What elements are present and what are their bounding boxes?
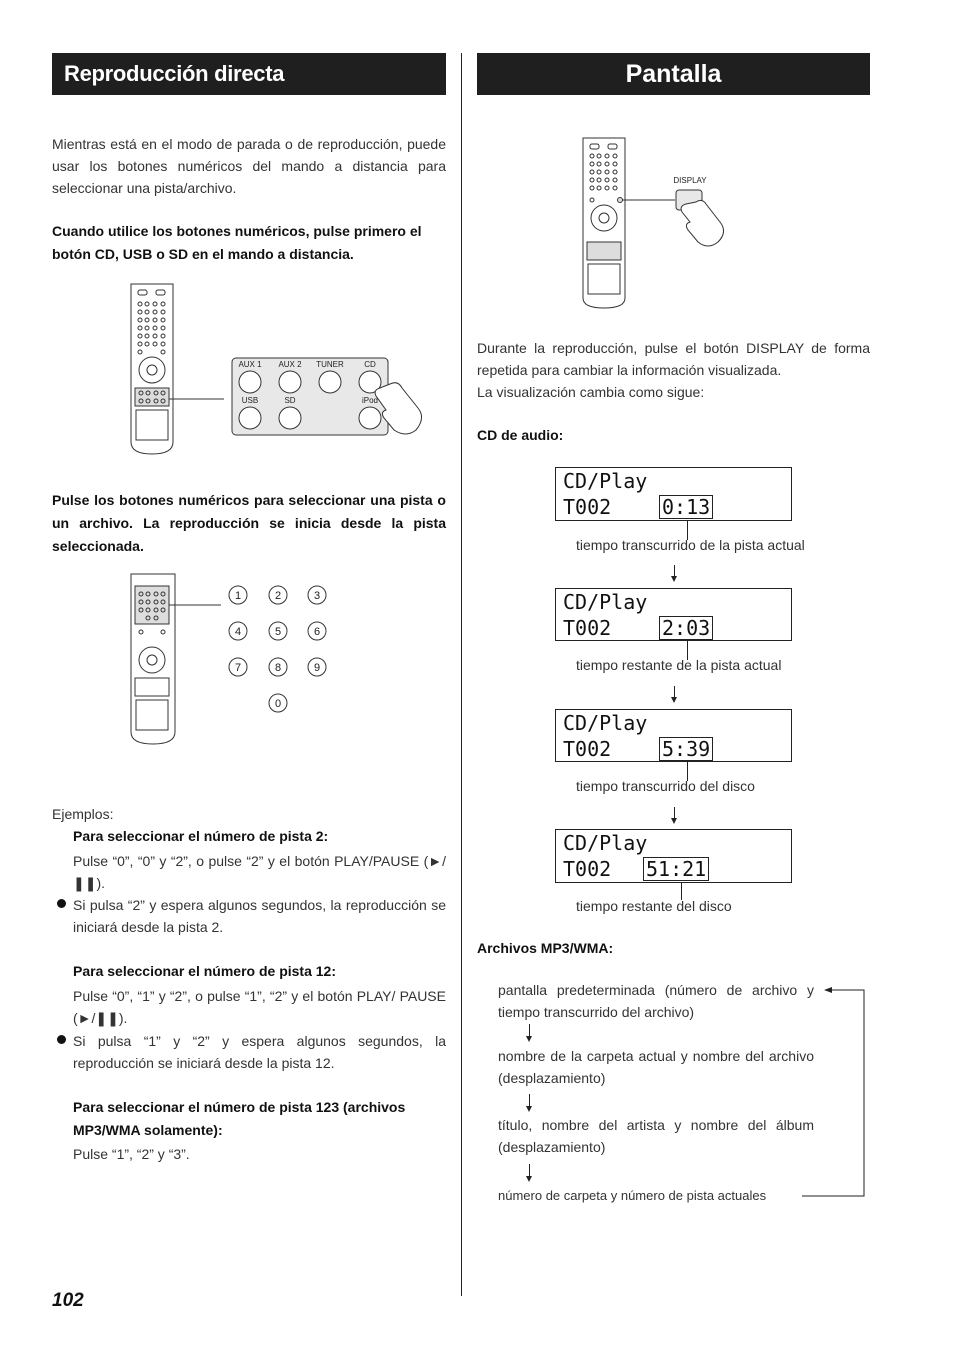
lcd-line1: CD/Play	[563, 590, 648, 614]
mp3-wma-label: Archivos MP3/WMA:	[477, 940, 614, 956]
lcd-track: T002	[563, 616, 612, 640]
lcd-display	[555, 709, 792, 762]
lcd-track: T002	[563, 737, 612, 761]
example-1-note: Si pulsa “2” y espera algunos segundos, la reproducción se iniciará desde la pista 2.	[73, 897, 446, 935]
digit-7: 7	[234, 662, 242, 674]
lcd-display	[555, 588, 792, 641]
lcd-track: T002	[563, 857, 612, 881]
lcd-time: 51:21	[643, 857, 709, 881]
lcd-track: T002	[563, 495, 612, 519]
aux1-label: AUX 1	[238, 360, 262, 369]
flow-line	[529, 1024, 530, 1036]
digit-3: 3	[313, 590, 321, 602]
lcd-time: 5:39	[659, 737, 713, 761]
lcd-line1: CD/Play	[563, 469, 648, 493]
mp3-step: número de carpeta y número de pista actuales	[498, 1188, 767, 1203]
left-bold-instruction-1: Cuando utilice los botones numéricos, pulse primero el botón CD, USB o SD en el mando a distancia.	[52, 223, 422, 262]
mp3-step: título, nombre del artista y nombre del álbum (desplazamiento)	[498, 1117, 814, 1155]
lcd-line1: CD/Play	[563, 711, 648, 735]
example-1-text: Pulse “0”, “0” y “2”, o pulse “2” y el botón PLAY/PAUSE (►/❚❚).	[73, 853, 446, 891]
cd-label: CD	[364, 360, 376, 369]
flow-line	[529, 1164, 530, 1176]
example-1-title: Para seleccionar el número de pista 2:	[73, 828, 329, 844]
arrow-down-icon	[671, 576, 677, 582]
arrow-down-icon	[526, 1036, 532, 1042]
example-3-text: Pulse “1”, “2” y “3”.	[73, 1146, 190, 1162]
remote-source-buttons-illustration	[128, 282, 432, 458]
loop-arrow	[800, 984, 870, 1200]
remote-numeric-buttons-illustration	[128, 572, 338, 748]
bullet-icon	[57, 899, 66, 908]
lcd-caption: tiempo restante de la pista actual	[576, 657, 782, 673]
bullet-icon	[57, 1035, 66, 1044]
left-section-title: Reproducción directa (disco/USB/SD)	[52, 53, 446, 95]
lcd-time: 2:03	[659, 616, 713, 640]
arrow-down-icon	[671, 697, 677, 703]
example-2-text: Pulse “0”, “1” y “2”, o pulse “1”, “2” y el botón PLAY/ PAUSE (►/❚❚).	[73, 988, 446, 1026]
tuner-label: TUNER	[316, 360, 344, 369]
right-intro: Durante la reproducción, pulse el botón DISPLAY de forma repetida para cambiar la información visualizada.	[477, 340, 870, 378]
lcd-display	[555, 467, 792, 521]
digit-5: 5	[274, 626, 282, 638]
arrow-down-icon	[671, 818, 677, 824]
lcd-caption: tiempo transcurrido del disco	[576, 778, 755, 794]
digit-2: 2	[274, 590, 282, 602]
aux2-label: AUX 2	[278, 360, 302, 369]
digit-8: 8	[274, 662, 282, 674]
digit-4: 4	[234, 626, 242, 638]
sd-label: SD	[284, 396, 296, 405]
page-number: 102	[52, 1290, 84, 1311]
lcd-caption: tiempo transcurrido de la pista actual	[576, 537, 805, 553]
example-2-title: Para seleccionar el número de pista 12:	[73, 963, 337, 979]
digit-6: 6	[313, 626, 321, 638]
mp3-step: nombre de la carpeta actual y nombre del archivo (desplazamiento)	[498, 1048, 814, 1086]
right-section-title: Pantalla	[477, 53, 870, 95]
lcd-time: 0:13	[659, 495, 713, 519]
ipod-label: iPod	[361, 396, 379, 405]
examples-label: Ejemplos:	[52, 806, 114, 822]
right-intro-2: La visualización cambia como sigue:	[477, 384, 705, 400]
arrow-down-icon	[526, 1176, 532, 1182]
display-button-label: DISPLAY	[673, 176, 707, 185]
usb-label: USB	[241, 396, 259, 405]
flow-line	[529, 1094, 530, 1106]
left-intro: Mientras está en el modo de parada o de reproducción, puede usar los botones numéricos del mando a distancia para seleccionar una pista/archivo.	[52, 136, 446, 196]
remote-display-button-illustration	[580, 136, 750, 312]
lcd-caption: tiempo restante del disco	[576, 898, 732, 914]
mp3-step: pantalla predeterminada (número de archivo y tiempo transcurrido del archivo)	[498, 982, 814, 1020]
lcd-line1: CD/Play	[563, 831, 648, 855]
arrow-down-icon	[526, 1106, 532, 1112]
digit-9: 9	[313, 662, 321, 674]
digit-0: 0	[274, 698, 282, 710]
example-3-title: Para seleccionar el número de pista 123 (archivos MP3/WMA solamente):	[73, 1099, 406, 1138]
digit-1: 1	[234, 590, 242, 602]
column-divider	[461, 53, 462, 1296]
left-bold-instruction-2: Pulse los botones numéricos para seleccionar una pista o un archivo. La reproducción se inicia desde la pista seleccionada.	[52, 492, 446, 554]
lcd-display	[555, 829, 792, 883]
example-2-note: Si pulsa “1” y “2” y espera algunos segundos, la reproducción se iniciará desde la pista 12.	[73, 1033, 446, 1071]
audio-cd-label: CD de audio:	[477, 427, 564, 443]
